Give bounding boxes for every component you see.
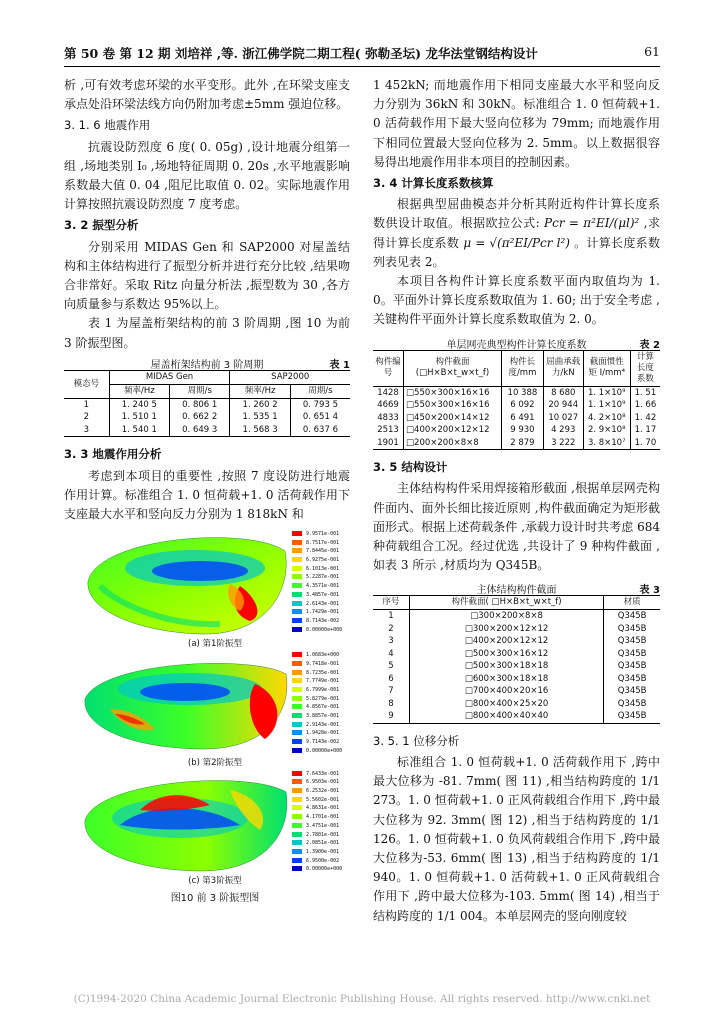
table-row [373, 386, 660, 399]
cell: □400×200×12×12 [409, 635, 603, 648]
legend-value: 6.9500e-002 [306, 857, 340, 864]
paragraph: 主体结构构件采用焊接箱形截面 ,根据单层网壳构件面内、面外长细比接近原则 ,构件截面确定为矩形截面形式。根据上述荷载条件 ,承载力设计时共考虑 684 种荷载组合工况。经过优选 ,共设计了 9 种构件截面 ,如表 3 所示 ,材质均为 Q345B。 [373, 481, 660, 573]
cell: 1. 540 1 [109, 424, 169, 437]
table-row [373, 424, 660, 437]
legend-value: 3.4751e-001 [306, 822, 340, 829]
table-3-caption [373, 581, 660, 595]
col-header: 频率/Hz [230, 384, 290, 398]
legend-value: 6.1013e-001 [306, 565, 340, 572]
mode-shape-2-image [80, 654, 290, 752]
cell: 1. 42 [634, 412, 657, 423]
legend-value: 6.7999e-001 [306, 686, 340, 693]
legend-value: 1.3900e-001 [306, 848, 340, 855]
table-row [373, 660, 660, 673]
table-row [373, 437, 660, 450]
table-row [373, 710, 660, 723]
paragraph: 表 1 为屋盖桁架结构的前 3 阶周期 ,图 10 为前 3 阶振型图。 [64, 316, 350, 350]
cell: □800×400×25×20 [409, 698, 603, 711]
legend-value: 4.8567e-001 [306, 704, 340, 711]
cell: □300×200×12×12 [409, 623, 603, 636]
cell: 4669 [373, 399, 404, 412]
cell: □550×300×16×16 [404, 399, 502, 412]
cell: 3 [64, 424, 109, 437]
cell: 1901 [373, 437, 404, 450]
col-header: 周期/s [290, 384, 350, 398]
cell: □450×200×14×12 [404, 412, 502, 425]
cell: 0. 649 3 [170, 424, 230, 437]
cell: □550×300×16×16 [404, 386, 502, 399]
table-title: 主体结构构件截面 [476, 585, 557, 597]
cell: 4 293 [543, 424, 583, 437]
section-heading-3-5: 3. 5 结构设计 [373, 460, 448, 475]
cell: 0. 651 4 [302, 412, 338, 423]
cell: 4 [373, 648, 409, 661]
subfigure-caption-b: (b) 第2阶振型 [187, 757, 243, 768]
legend-value: 4.8631e-001 [306, 805, 340, 812]
cell: 1. 240 5 [109, 398, 169, 411]
legend-value: 9.7143e-002 [306, 739, 340, 746]
cell: 6 [373, 673, 409, 686]
cell: 1. 510 1 [109, 411, 169, 424]
cell: 10 388 [501, 386, 543, 399]
cell: 2513 [373, 424, 404, 437]
table-row [64, 424, 350, 437]
legend-value: 1.7429e-001 [306, 609, 340, 616]
col-header: 计算长度系数 [630, 350, 660, 386]
legend-value: 5.2287e-001 [306, 574, 340, 581]
section-heading-3-4: 3. 4 计算长度系数核算 [373, 176, 494, 191]
cell: Q345B [604, 710, 660, 723]
legend-value: 6.9275e-001 [306, 557, 340, 564]
cell: 3 [373, 635, 409, 648]
col-header: MIDAS Gen [109, 370, 230, 384]
legend-value: 3.8857e-001 [306, 713, 340, 720]
section-heading-3-5-1: 3. 5. 1 位移分析 [373, 733, 460, 748]
legend-value: 8.7143e-002 [306, 617, 340, 624]
table-1 [64, 370, 350, 438]
cell: 2. 9×10⁸ [583, 424, 630, 437]
paragraph: 分别采用 MIDAS Gen 和 SAP2000 对屋盖结构和主体结构进行了振型分析并进行充分比较 ,结果吻合非常好。采取 Ritz 向量分析法 ,振型数为 30 ,各方向质量参与系数达 95%以上。 [64, 239, 350, 312]
mode-shape-3 [80, 769, 350, 875]
page-number: 61 [644, 44, 660, 59]
legend-value: 5.5602e-001 [306, 796, 340, 803]
cell: 1. 17 [634, 425, 657, 436]
table-title: 屋盖桁架结构前 3 阶周期 [150, 359, 264, 371]
subfigure-caption-a: (a) 第1阶振型 [188, 639, 242, 650]
table-row [373, 412, 660, 425]
col-header: 序号 [373, 596, 409, 610]
col-header: 构件编号 [373, 350, 404, 386]
col-header: SAP2000 [230, 370, 350, 384]
mode-shape-2 [80, 650, 350, 756]
legend-value: 0.00000e+000 [306, 866, 343, 873]
legend-value: 7.6433e-001 [306, 770, 340, 777]
cell: 3 222 [543, 437, 583, 450]
cell: □800×400×40×40 [409, 710, 603, 723]
col-header: 周期/s [170, 384, 230, 398]
cell: □500×300×18×18 [409, 660, 603, 673]
cell: □600×300×18×18 [409, 673, 603, 686]
cell: 8 680 [543, 386, 583, 399]
cell: 1. 51 [634, 387, 657, 398]
cell: 0. 637 6 [290, 424, 350, 437]
cell: Q345B [617, 686, 647, 697]
cell: Q345B [617, 673, 647, 684]
legend-value: 6.9503e-001 [306, 779, 340, 786]
cell: 1. 1×10⁹ [583, 386, 630, 399]
cell: Q345B [617, 648, 647, 659]
legend-value: 4.1701e-001 [306, 814, 340, 821]
table-title: 单层网壳典型构件计算长度系数 [446, 339, 587, 351]
cell: 20 944 [543, 399, 583, 412]
cell: 10 027 [543, 412, 583, 425]
copyright-footer: (C)1994-2020 China Academic Journal Electronic Publishing House. All rights reserved. http://www.cnki.net [73, 993, 651, 1005]
cell: 5 [373, 660, 409, 673]
cell: 9 [373, 710, 409, 723]
running-header [64, 44, 660, 64]
cell: 1 [373, 610, 409, 623]
left-column [64, 76, 350, 908]
paragraph: 抗震设防烈度 6 度( 0. 05g) ,设计地震分组第一组 ,场地类别 I₀ ,场地特征周期 0. 20s ,水平地震影响系数最大值 0. 04 ,阻尼比取值 0. 02。实际地震作用计算按照抗震设防烈度 7 度考虑。 [64, 139, 350, 212]
cell: □500×300×16×12 [409, 648, 603, 661]
col-header: 构件截面 (□H×B×t_w×t_f) [404, 350, 502, 386]
cell: □700×400×20×16 [409, 685, 603, 698]
table-row [373, 648, 660, 661]
cell: □400×200×12×12 [404, 424, 502, 437]
legend-value: 5.8279e-001 [306, 695, 340, 702]
col-header: 屈曲承载力/kN [543, 350, 583, 386]
col-header: 模态号 [64, 370, 109, 398]
cell: 0. 662 2 [170, 411, 230, 424]
section-heading-3-3: 3. 3 地震作用分析 [64, 447, 162, 462]
cell: 8 [373, 698, 409, 711]
mode-shape-1 [80, 526, 350, 638]
cell: 7 [373, 685, 409, 698]
legend-value: 7.8445e-001 [306, 548, 340, 555]
cell: 2 [64, 411, 109, 424]
cell: 6 491 [501, 412, 543, 425]
legend-value: 0.00000e+000 [306, 747, 343, 754]
table-row [373, 673, 660, 686]
cell: 1428 [373, 386, 404, 399]
cell: 1. 260 2 [230, 398, 290, 411]
cell: 4833 [373, 412, 404, 425]
paragraph: 根据典型屈曲模态并分析其附近构件计算长度系数供设计取值。根据欧拉公式: Pcr = π²EI/(μl)² ,求得计算长度系数 μ = √(π²EI/Pcr l²) 。计算长度系数列表见表 2。 [373, 197, 660, 269]
table-2-caption [373, 336, 660, 350]
header-rule [64, 66, 660, 67]
col-header: 截面惯性矩 I/mm⁴ [583, 350, 630, 386]
cell: □300×200×8×8 [409, 610, 603, 623]
legend-value: 1.0683e+000 [306, 652, 340, 659]
contour-legend [290, 529, 344, 635]
table-number: 表 3 [639, 585, 660, 597]
cell: 2 879 [501, 437, 543, 450]
cell: 2 [373, 623, 409, 636]
paragraph: 析 ,可有效考虑环梁的水平变形。此外 ,在环梁支座支承点处沿环梁法线方向仍附加考虑±5mm 强迫位移。 [64, 78, 350, 112]
paragraph: 1 452kN; 而地震作用下相同支座最大水平和竖向反力分别为 36kN 和 30kN。标准组合 1. 0 恒荷载+1. 0 活荷载作用下最大竖向位移为 79mm; 而地震作用下相同位置最大竖向位移为 2. 5mm。以上数据很容易得出地震作用非本项目的控制因素。 [373, 78, 660, 169]
table-row [373, 399, 660, 412]
paragraph: 本项目各构件计算长度系数平面内取值均为 1. 0。平面外计算长度系数取值为 1. 60; 出于安全考虑 ,关键构件平面外计算长度系数取值为 2. 0。 [373, 274, 660, 327]
table-row [373, 698, 660, 711]
legend-value: 9.7418e-001 [306, 660, 340, 667]
contour-legend [290, 650, 344, 756]
cell: 4. 2×10⁸ [583, 412, 630, 425]
table-1-caption [64, 356, 350, 370]
cell: Q345B [617, 661, 647, 672]
legend-value: 1.9428e-001 [306, 730, 340, 737]
legend-value: 2.7801e-001 [306, 831, 340, 838]
table-2 [373, 350, 660, 451]
legend-value: 9.9571e-001 [306, 530, 340, 537]
euler-formula: Pcr = π²EI/(μl)² [544, 216, 640, 231]
length-factor-formula: μ = √(π²EI/Pcr l²) [463, 235, 570, 250]
figure-caption: 图10 前 3 阶振型图 [170, 893, 260, 905]
paragraph: 考虑到本项目的重要性 ,按照 7 度设防进行地震作用计算。标准组合 1. 0 恒荷载+1. 0 活荷载作用下支座最大水平和竖向反力分别为 1 818kN 和 [64, 468, 350, 521]
cell: Q345B [617, 623, 647, 634]
table-row [64, 411, 350, 424]
legend-value: 2.6143e-001 [306, 600, 340, 607]
cell: Q345B [617, 611, 647, 622]
cell: 1. 1×10⁹ [583, 399, 630, 412]
cell: 1 [64, 398, 109, 411]
col-header: 构件长度/mm [501, 350, 543, 386]
figure-10 [80, 526, 350, 908]
mode-shape-3-image [80, 770, 290, 874]
cell: 1. 535 1 [230, 411, 290, 424]
contour-legend [290, 769, 344, 875]
cell: Q345B [617, 636, 647, 647]
cell: 1. 70 [630, 437, 660, 450]
table-number: 表 1 [329, 359, 350, 371]
legend-value: 3.4857e-001 [306, 591, 340, 598]
cell: 3. 8×10⁷ [583, 437, 630, 450]
right-column [373, 76, 660, 926]
legend-value: 2.0851e-001 [306, 840, 340, 847]
header-text: 第 50 卷 第 12 期 刘培祥 ,等. 浙江佛学院二期工程( 弥勒圣坛) 龙华法堂钢结构设计 [64, 46, 538, 61]
section-heading-3-2: 3. 2 振型分析 [64, 218, 139, 233]
cell: □200×200×8×8 [404, 437, 502, 450]
mode-shape-1-image [80, 526, 290, 638]
legend-value: 6.2532e-001 [306, 788, 340, 794]
cell: 6 092 [501, 399, 543, 412]
cell: 0. 806 1 [170, 398, 230, 411]
col-header: 频率/Hz [109, 384, 169, 398]
cell: 1. 568 3 [230, 424, 290, 437]
table-row [373, 635, 660, 648]
legend-value: 4.3571e-001 [306, 583, 340, 590]
legend-value: 0.00000e+000 [306, 626, 343, 633]
cell: Q345B [617, 698, 647, 709]
legend-value: 7.7749e-001 [306, 678, 340, 685]
table-row [373, 685, 660, 698]
table-row [373, 610, 660, 623]
paragraph: 标准组合 1. 0 恒荷载+1. 0 活荷载作用下 ,跨中最大位移为 -81. 7mm( 图 11) ,相当结构跨度的 1/1 273。1. 0 恒荷载+1. 0 正风荷载组合作用下 ,跨中最大位移为 92. 3mm( 图 12) ,相当于结构跨度的 1/1 126。1. 0 恒荷载+1. 0 负风荷载组合作用下 ,跨中最大位移为-53. 6mm( 图 13) ,相当于结构跨度的 1/1 940。1. 0 恒荷载+1. 0 活荷载+1. 0 正风荷载组合作用下 ,跨中最大位移为-103. 5mm( 图 14) ,相当于结构跨度的 1/1 004。本单层网壳的竖向刚度较 [373, 755, 660, 923]
legend-value: 8.7235e-001 [306, 669, 340, 676]
cell: 1. 66 [634, 400, 657, 411]
col-header: 构件截面( □H×B×t_w×t_f) [409, 596, 603, 610]
table-number: 表 2 [639, 339, 660, 351]
section-heading-3-1-6: 3. 1. 6 地震作用 [64, 118, 151, 133]
table-row [64, 398, 350, 411]
legend-value: 2.9143e-001 [306, 721, 340, 728]
col-header: 材质 [604, 596, 660, 610]
cell: 9 930 [501, 424, 543, 437]
cell: 0. 793 5 [302, 399, 338, 410]
legend-value: 8.7517e-001 [306, 539, 340, 546]
table-row [373, 623, 660, 636]
table-3 [373, 595, 660, 724]
subfigure-caption-c: (c) 第3阶振型 [188, 876, 242, 887]
